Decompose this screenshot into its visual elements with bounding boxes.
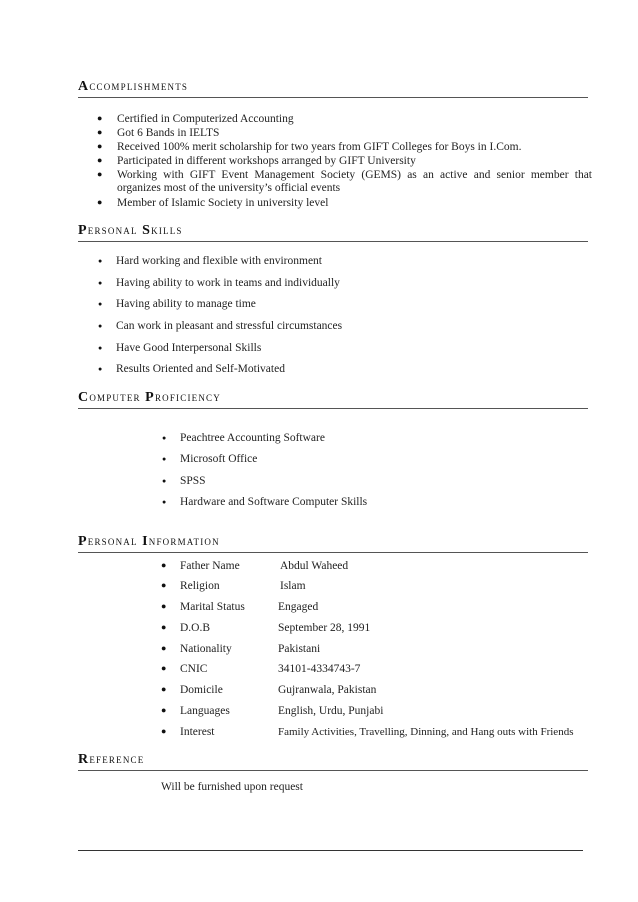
bullet-icon: ● — [161, 643, 167, 653]
info-value: September 28, 1991 — [278, 622, 371, 634]
reference-text: Will be furnished upon request — [161, 781, 303, 793]
accomplishments-heading: Accomplishments — [78, 79, 588, 98]
bullet-icon: ● — [161, 705, 167, 715]
list-item: SPSS — [180, 475, 206, 487]
bullet-icon: ● — [161, 560, 167, 570]
bullet-icon: ● — [98, 365, 103, 373]
reference-heading: Reference — [78, 752, 588, 771]
info-label: Interest — [180, 726, 215, 738]
bullet-icon: ● — [97, 113, 103, 123]
info-label: Domicile — [180, 684, 223, 696]
bullet-icon: ● — [97, 127, 103, 137]
list-item: Working with GIFT Event Management Society (GEMS) as an active and senior member that organizes most of the university’s official events — [117, 169, 592, 194]
bullet-icon: ● — [97, 169, 103, 179]
info-label: D.O.B — [180, 622, 211, 634]
bullet-icon: ● — [161, 622, 167, 632]
list-item: Got 6 Bands in IELTS — [117, 127, 220, 139]
list-item: Member of Islamic Society in university level — [117, 197, 329, 209]
info-value: Pakistani — [278, 643, 321, 655]
personal-information-heading: Personal Information — [78, 534, 588, 553]
list-item: Results Oriented and Self-Motivated — [116, 363, 285, 375]
computer-proficiency-heading: Computer Proficiency — [78, 390, 588, 409]
info-value: Family Activities, Travelling, Dinning, and Hang outs with Friends — [278, 726, 574, 738]
info-label: CNIC — [180, 663, 208, 675]
bullet-icon: ● — [162, 455, 167, 463]
bullet-icon: ● — [98, 300, 103, 308]
bullet-icon: ● — [162, 434, 167, 442]
info-value: Engaged — [278, 601, 319, 613]
list-item: Hard working and flexible with environment — [116, 255, 322, 267]
bullet-icon: ● — [97, 141, 103, 151]
bullet-icon: ● — [97, 155, 103, 165]
list-item: Participated in different workshops arranged by GIFT University — [117, 155, 416, 167]
info-label: Father Name — [180, 560, 240, 572]
info-value: Abdul Waheed — [280, 560, 349, 572]
list-item: Having ability to work in teams and individually — [116, 277, 340, 289]
info-value: English, Urdu, Punjabi — [278, 705, 384, 717]
bullet-icon: ● — [161, 684, 167, 694]
bullet-icon: ● — [161, 726, 167, 736]
info-label: Nationality — [180, 643, 232, 655]
footer-divider — [78, 850, 583, 851]
info-value: Gujranwala, Pakistan — [278, 684, 377, 696]
bullet-icon: ● — [161, 580, 167, 590]
info-label: Languages — [180, 705, 230, 717]
list-item: Certified in Computerized Accounting — [117, 113, 294, 125]
list-item: Hardware and Software Computer Skills — [180, 496, 368, 508]
bullet-icon: ● — [98, 257, 103, 265]
info-value: Islam — [280, 580, 306, 592]
bullet-icon: ● — [161, 663, 167, 673]
personal-skills-heading: Personal Skills — [78, 223, 588, 242]
list-item: Can work in pleasant and stressful circumstances — [116, 320, 343, 332]
info-label: Marital Status — [180, 601, 245, 613]
bullet-icon: ● — [162, 477, 167, 485]
info-value: 34101-4334743-7 — [278, 663, 361, 675]
list-item: Having ability to manage time — [116, 298, 256, 310]
list-item: Microsoft Office — [180, 453, 258, 465]
info-label: Religion — [180, 580, 220, 592]
bullet-icon: ● — [97, 197, 103, 207]
bullet-icon: ● — [98, 279, 103, 287]
list-item: Peachtree Accounting Software — [180, 432, 325, 444]
bullet-icon: ● — [98, 344, 103, 352]
bullet-icon: ● — [162, 498, 167, 506]
list-item: Received 100% merit scholarship for two years from GIFT Colleges for Boys in I.Com. — [117, 141, 522, 153]
list-item: Have Good Interpersonal Skills — [116, 342, 262, 354]
bullet-icon: ● — [98, 322, 103, 330]
bullet-icon: ● — [161, 601, 167, 611]
